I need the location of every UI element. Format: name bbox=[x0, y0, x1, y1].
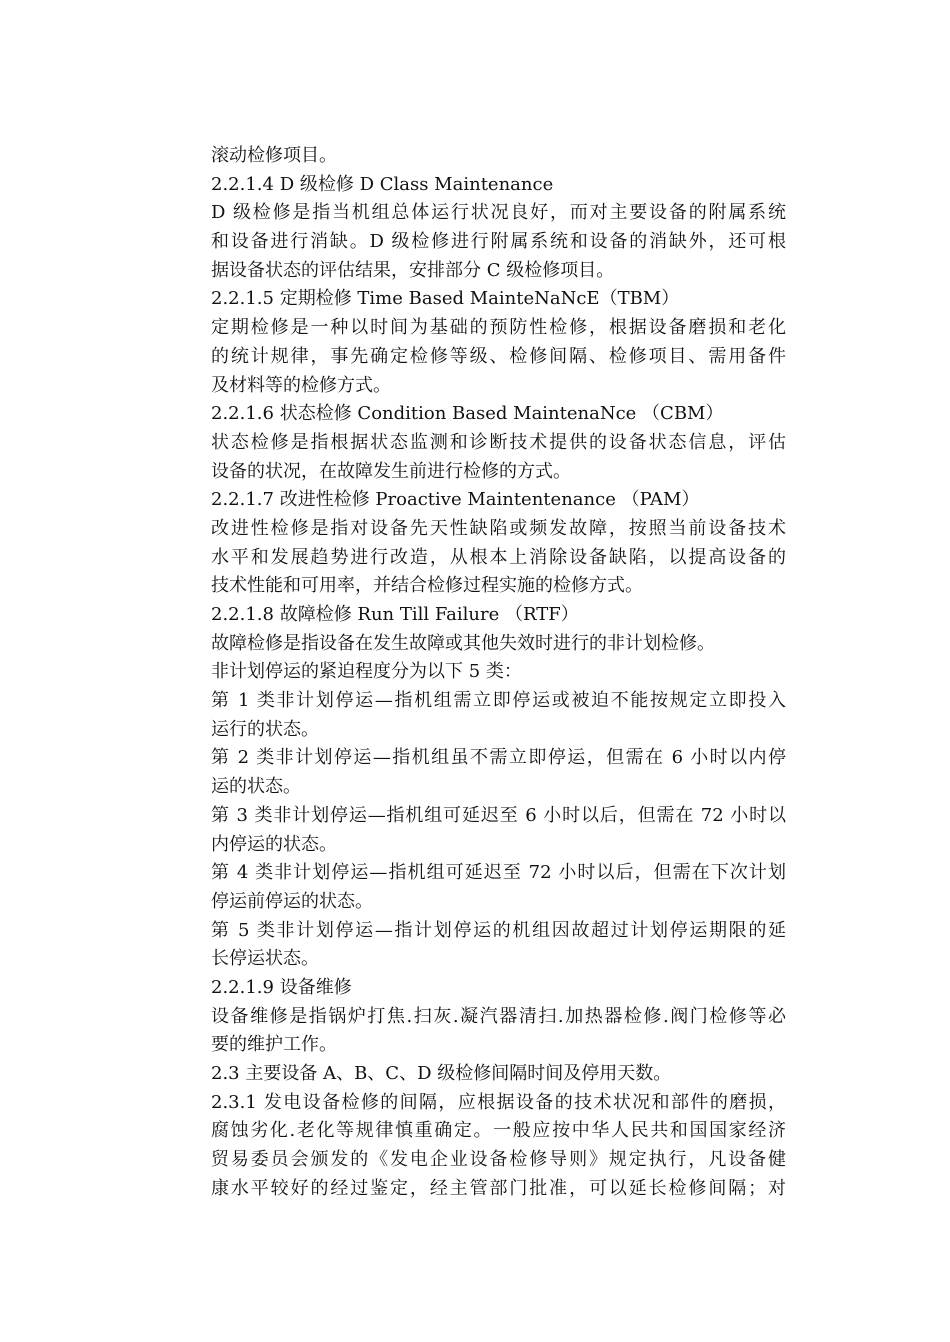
text-line: 2.2.1.4 D 级检修 D Class Maintenance bbox=[211, 173, 554, 195]
text-line: 非计划停运的紧迫程度分为以下 5 类： bbox=[211, 661, 522, 683]
text-line: 故障检修是指设备在发生故障或其他失效时进行的非计划检修。 bbox=[211, 632, 715, 654]
text-line: 贸易委员会颁发的《发电企业设备检修导则》规定执行，凡设备健 bbox=[211, 1149, 786, 1171]
text-line: 第 4 类非计划停运—指机组可延迟至 72 小时以后，但需在下次计划 bbox=[211, 862, 786, 884]
text-line: 长停运状态。 bbox=[211, 948, 319, 970]
text-line: 设备维修是指锅炉打焦.扫灰.凝汽器清扫.加热器检修.阀门检修等必 bbox=[211, 1005, 786, 1027]
text-line: 2.3 主要设备 A、B、C、D 级检修间隔时间及停用天数。 bbox=[211, 1063, 672, 1084]
text-line: 2.2.1.7 改进性检修 Proactive Maintentenance （PAM） bbox=[211, 489, 700, 511]
text-line: 运的状态。 bbox=[211, 776, 301, 798]
text-line: 滚动检修项目。 bbox=[211, 145, 337, 166]
text-line: 第 2 类非计划停运—指机组虽不需立即停运，但需在 6 小时以内停 bbox=[211, 747, 786, 769]
text-line: 2.2.1.5 定期检修 Time Based MainteNaNcE（TBM） bbox=[211, 288, 680, 310]
text-line: 2.2.1.9 设备维修 bbox=[211, 976, 352, 998]
text-line: 2.2.1.8 故障检修 Run Till Failure （RTF） bbox=[211, 604, 579, 625]
text-line: 和设备进行消缺。D 级检修进行附属系统和设备的消缺外，还可根 bbox=[211, 231, 786, 253]
text-line: 要的维护工作。 bbox=[211, 1034, 337, 1056]
text-line: 第 1 类非计划停运—指机组需立即停运或被迫不能按规定立即投入 bbox=[211, 690, 786, 712]
text-line: 停运前停运的状态。 bbox=[211, 890, 373, 912]
text-line: 第 3 类非计划停运—指机组可延迟至 6 小时以后，但需在 72 小时以 bbox=[211, 804, 786, 826]
text-line: 设备的状况，在故障发生前进行检修的方式。 bbox=[211, 460, 571, 482]
text-line: 2.3.1 发电设备检修的间隔，应根据设备的技术状况和部件的磨损， bbox=[211, 1091, 786, 1113]
text-line: 技术性能和可用率，并结合检修过程实施的检修方式。 bbox=[211, 575, 643, 597]
text-line: 及材料等的检修方式。 bbox=[211, 374, 391, 396]
text-line: 运行的状态。 bbox=[211, 718, 319, 740]
text-line: 内停运的状态。 bbox=[211, 833, 337, 855]
text-line: 据设备状态的评估结果，安排部分 C 级检修项目。 bbox=[211, 259, 615, 281]
text-line: 状态检修是指根据状态监测和诊断技术提供的设备状态信息，评估 bbox=[211, 431, 786, 453]
text-line: 腐蚀劣化.老化等规律慎重确定。一般应按中华人民共和国国家经济 bbox=[211, 1120, 786, 1142]
text-line: 水平和发展趋势进行改造，从根本上消除设备缺陷，以提高设备的 bbox=[211, 546, 786, 568]
text-line: 改进性检修是指对设备先天性缺陷或频发故障，按照当前设备技术 bbox=[211, 517, 786, 539]
document-page bbox=[211, 142, 786, 1203]
text-line: 的统计规律，事先确定检修等级、检修间隔、检修项目、需用备件 bbox=[211, 345, 786, 367]
text-line: 定期检修是一种以时间为基础的预防性检修，根据设备磨损和老化 bbox=[211, 317, 786, 339]
text-line: D 级检修是指当机组总体运行状况良好，而对主要设备的附属系统 bbox=[211, 202, 786, 224]
text-line: 2.2.1.6 状态检修 Condition Based MaintenaNce （CBM） bbox=[211, 403, 724, 425]
text-line: 康水平较好的经过鉴定，经主管部门批准，可以延长检修间隔；对 bbox=[211, 1177, 786, 1199]
text-line: 第 5 类非计划停运—指计划停运的机组因故超过计划停运期限的延 bbox=[211, 919, 786, 941]
